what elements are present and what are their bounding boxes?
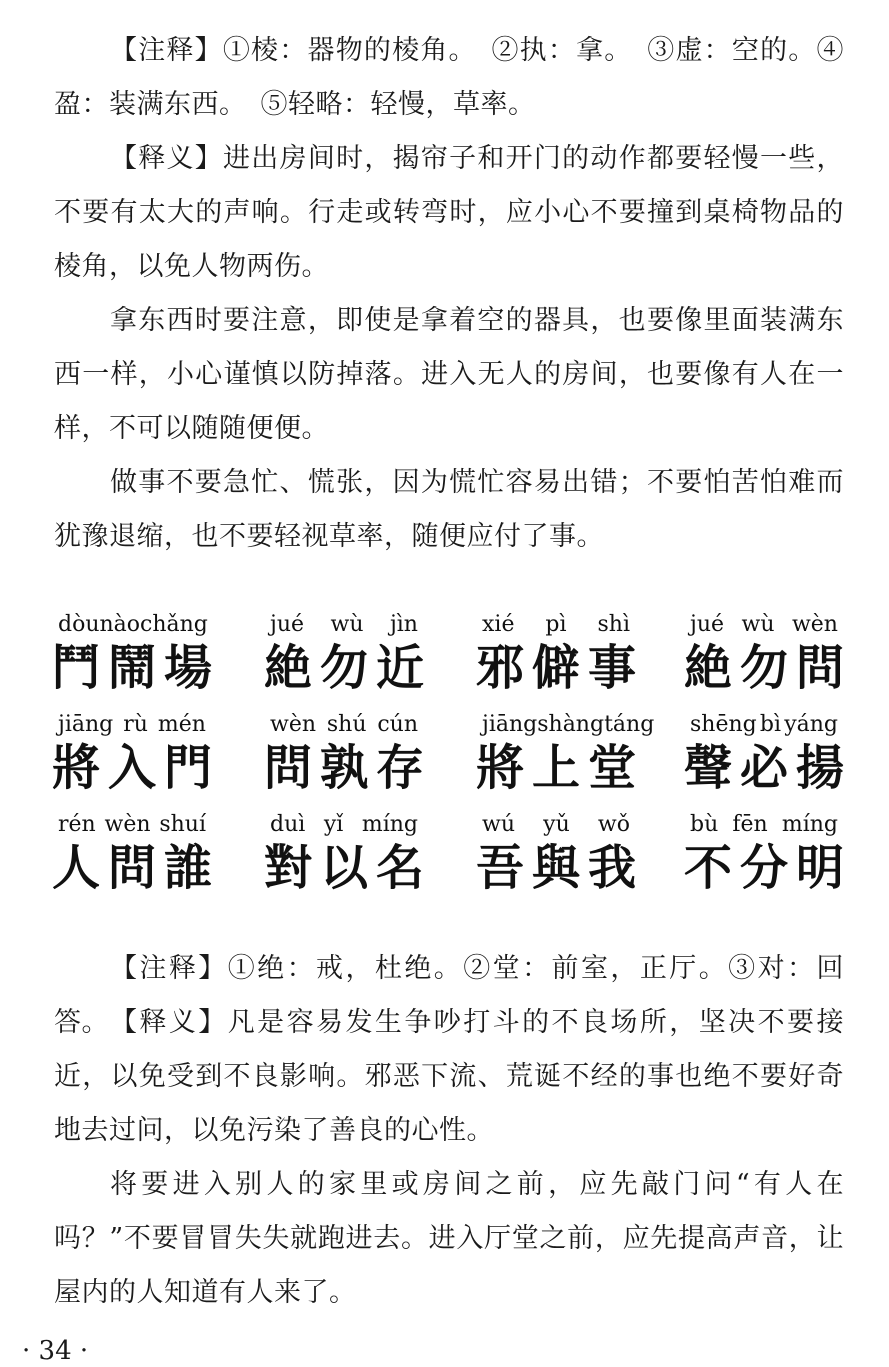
hanzi: 問 <box>264 740 313 796</box>
hanzi: 邪 <box>476 640 525 696</box>
hanzi: 問 <box>795 640 844 696</box>
pinyin: dòu <box>58 612 100 637</box>
hanzi: 與 <box>531 840 580 896</box>
verse-phrase <box>476 612 666 698</box>
pinyin: wù <box>741 612 775 637</box>
pinyin-line <box>684 712 844 738</box>
hanzi: 吾 <box>476 840 525 896</box>
pinyin: shì <box>597 612 630 637</box>
explanation-1-para-1: 【释义】进出房间时，揭帘子和开门的动作都要轻慢一些，不要有太大的声响。行走或转弯时，应小心不要撞到桌椅物品的棱角，以免人物两伤。 <box>54 143 844 282</box>
hanzi: 不 <box>684 840 733 896</box>
explanation-1-para-3: 做事不要急忙、慌张，因为慌忙容易出错；不要怕苦怕难而犹豫退缩，也不要轻视草率，随便应付了事。 <box>54 467 844 552</box>
hanzi: 上 <box>531 740 580 796</box>
hanzi: 鬧 <box>107 640 156 696</box>
verse-phrase <box>52 612 242 698</box>
pinyin: bù <box>690 812 719 837</box>
hanzi: 對 <box>264 840 313 896</box>
explanation-2-para-1: 【释义】凡是容易发生争吵打斗的不良场所，坚决不要接近，以免受到不良影响。邪恶下流、荒诞不经的事也绝不要好奇地去过问，以免污染了善良的心性。 <box>54 1007 844 1146</box>
pinyin: jué <box>690 612 725 637</box>
hanzi: 以 <box>319 840 368 896</box>
hanzi-line <box>476 838 636 898</box>
pinyin-line <box>264 612 424 638</box>
verse-phrase <box>476 812 666 898</box>
pinyin: shēng <box>690 712 757 737</box>
pinyin: shuí <box>159 812 206 837</box>
hanzi-line <box>476 738 636 798</box>
pinyin: yáng <box>784 712 838 737</box>
hanzi: 必 <box>739 740 788 796</box>
pinyin-line <box>52 812 212 838</box>
hanzi-line <box>52 638 212 698</box>
verse-phrase <box>264 712 454 798</box>
hanzi: 將 <box>476 740 525 796</box>
hanzi: 僻 <box>531 640 580 696</box>
hanzi: 近 <box>375 640 424 696</box>
verse-phrase <box>684 712 874 798</box>
hanzi: 場 <box>163 640 212 696</box>
hanzi-line <box>684 738 844 798</box>
verse-phrase <box>476 712 666 798</box>
explanation-1-para-2: 拿东西时要注意，即使是拿着空的器具，也要像里面装满东西一样，小心谨慎以防掉落。进入无人的房间，也要像有人在一样，不可以随随便便。 <box>54 305 844 444</box>
pinyin: míng <box>361 812 418 837</box>
pinyin: nào <box>99 612 141 637</box>
pinyin: wèn <box>104 812 151 837</box>
pinyin-line <box>476 712 655 738</box>
hanzi: 明 <box>795 840 844 896</box>
hanzi: 存 <box>375 740 424 796</box>
hanzi-line <box>264 638 424 698</box>
hanzi: 誰 <box>163 840 212 896</box>
pinyin-line <box>52 712 212 738</box>
notes-section-1: 【注释】①棱：器物的棱角。 ②执：拿。 ③虚：空的。④盈：装满东西。 ⑤轻略：轻慢，草率。 <box>54 35 844 120</box>
pinyin: wèn <box>791 612 838 637</box>
hanzi: 門 <box>163 740 212 796</box>
hanzi-line <box>684 838 844 898</box>
pinyin: fēn <box>732 812 768 837</box>
hanzi: 名 <box>375 840 424 896</box>
pinyin: shú <box>326 712 367 737</box>
hanzi: 分 <box>739 840 788 896</box>
hanzi: 揚 <box>795 740 844 796</box>
pinyin: pì <box>545 612 567 637</box>
hanzi: 入 <box>107 740 156 796</box>
hanzi-line <box>52 838 212 898</box>
pinyin-line <box>476 612 636 638</box>
pinyin-line <box>684 812 844 838</box>
pinyin: yǔ <box>543 812 570 837</box>
hanzi: 勿 <box>739 640 788 696</box>
pinyin: xié <box>482 612 515 637</box>
pinyin: duì <box>270 812 306 837</box>
hanzi: 事 <box>587 640 636 696</box>
verse-phrase <box>52 812 242 898</box>
hanzi-line <box>52 738 212 798</box>
hanzi: 絶 <box>684 640 733 696</box>
hanzi: 鬥 <box>52 640 101 696</box>
pinyin: yǐ <box>323 812 344 837</box>
verse-phrase <box>684 612 874 698</box>
pinyin: jiāng <box>482 712 538 737</box>
hanzi: 人 <box>52 840 101 896</box>
verse-phrase <box>264 612 454 698</box>
pinyin: jìn <box>389 612 418 637</box>
pinyin: rén <box>58 812 96 837</box>
hanzi-line <box>684 638 844 698</box>
hanzi: 孰 <box>319 740 368 796</box>
pinyin: shàng <box>537 712 605 737</box>
verse-phrase <box>264 812 454 898</box>
hanzi: 我 <box>587 840 636 896</box>
hanzi: 堂 <box>587 740 636 796</box>
verse-phrase <box>52 712 242 798</box>
pinyin: míng <box>781 812 838 837</box>
pinyin: mén <box>157 712 206 737</box>
pinyin: chǎng <box>140 612 208 637</box>
hanzi: 將 <box>52 740 101 796</box>
hanzi-line <box>476 638 636 698</box>
pinyin: jué <box>270 612 305 637</box>
pinyin: cún <box>377 712 418 737</box>
pinyin: wù <box>330 612 364 637</box>
pinyin: táng <box>604 712 655 737</box>
pinyin-line <box>264 712 424 738</box>
explanation-2-para-2: 将要进入别人的家里或房间之前，应先敲门问“有人在吗？”不要冒冒失失就跑进去。进入厅堂之前，应先提高声音，让屋内的人知道有人来了。 <box>54 1169 844 1308</box>
hanzi-line <box>264 738 424 798</box>
pinyin: wèn <box>270 712 317 737</box>
pinyin: wú <box>482 812 515 837</box>
pinyin-line <box>684 612 844 638</box>
pinyin: rù <box>123 712 148 737</box>
pinyin: wǒ <box>597 812 630 837</box>
verse-phrase <box>684 812 874 898</box>
pinyin-line <box>264 812 424 838</box>
hanzi: 勿 <box>319 640 368 696</box>
page-number: · 34 · <box>22 1336 89 1366</box>
hanzi: 絶 <box>264 640 313 696</box>
hanzi: 問 <box>107 840 156 896</box>
pinyin-line <box>52 612 212 638</box>
pinyin-line <box>476 812 636 838</box>
hanzi-line <box>264 838 424 898</box>
notes-section-2: 【注释】①绝：戒，杜绝。②堂：前室，正厅。③对：回答。 <box>54 953 844 1038</box>
pinyin: bì <box>759 712 782 737</box>
hanzi: 聲 <box>684 740 733 796</box>
pinyin: jiāng <box>58 712 114 737</box>
